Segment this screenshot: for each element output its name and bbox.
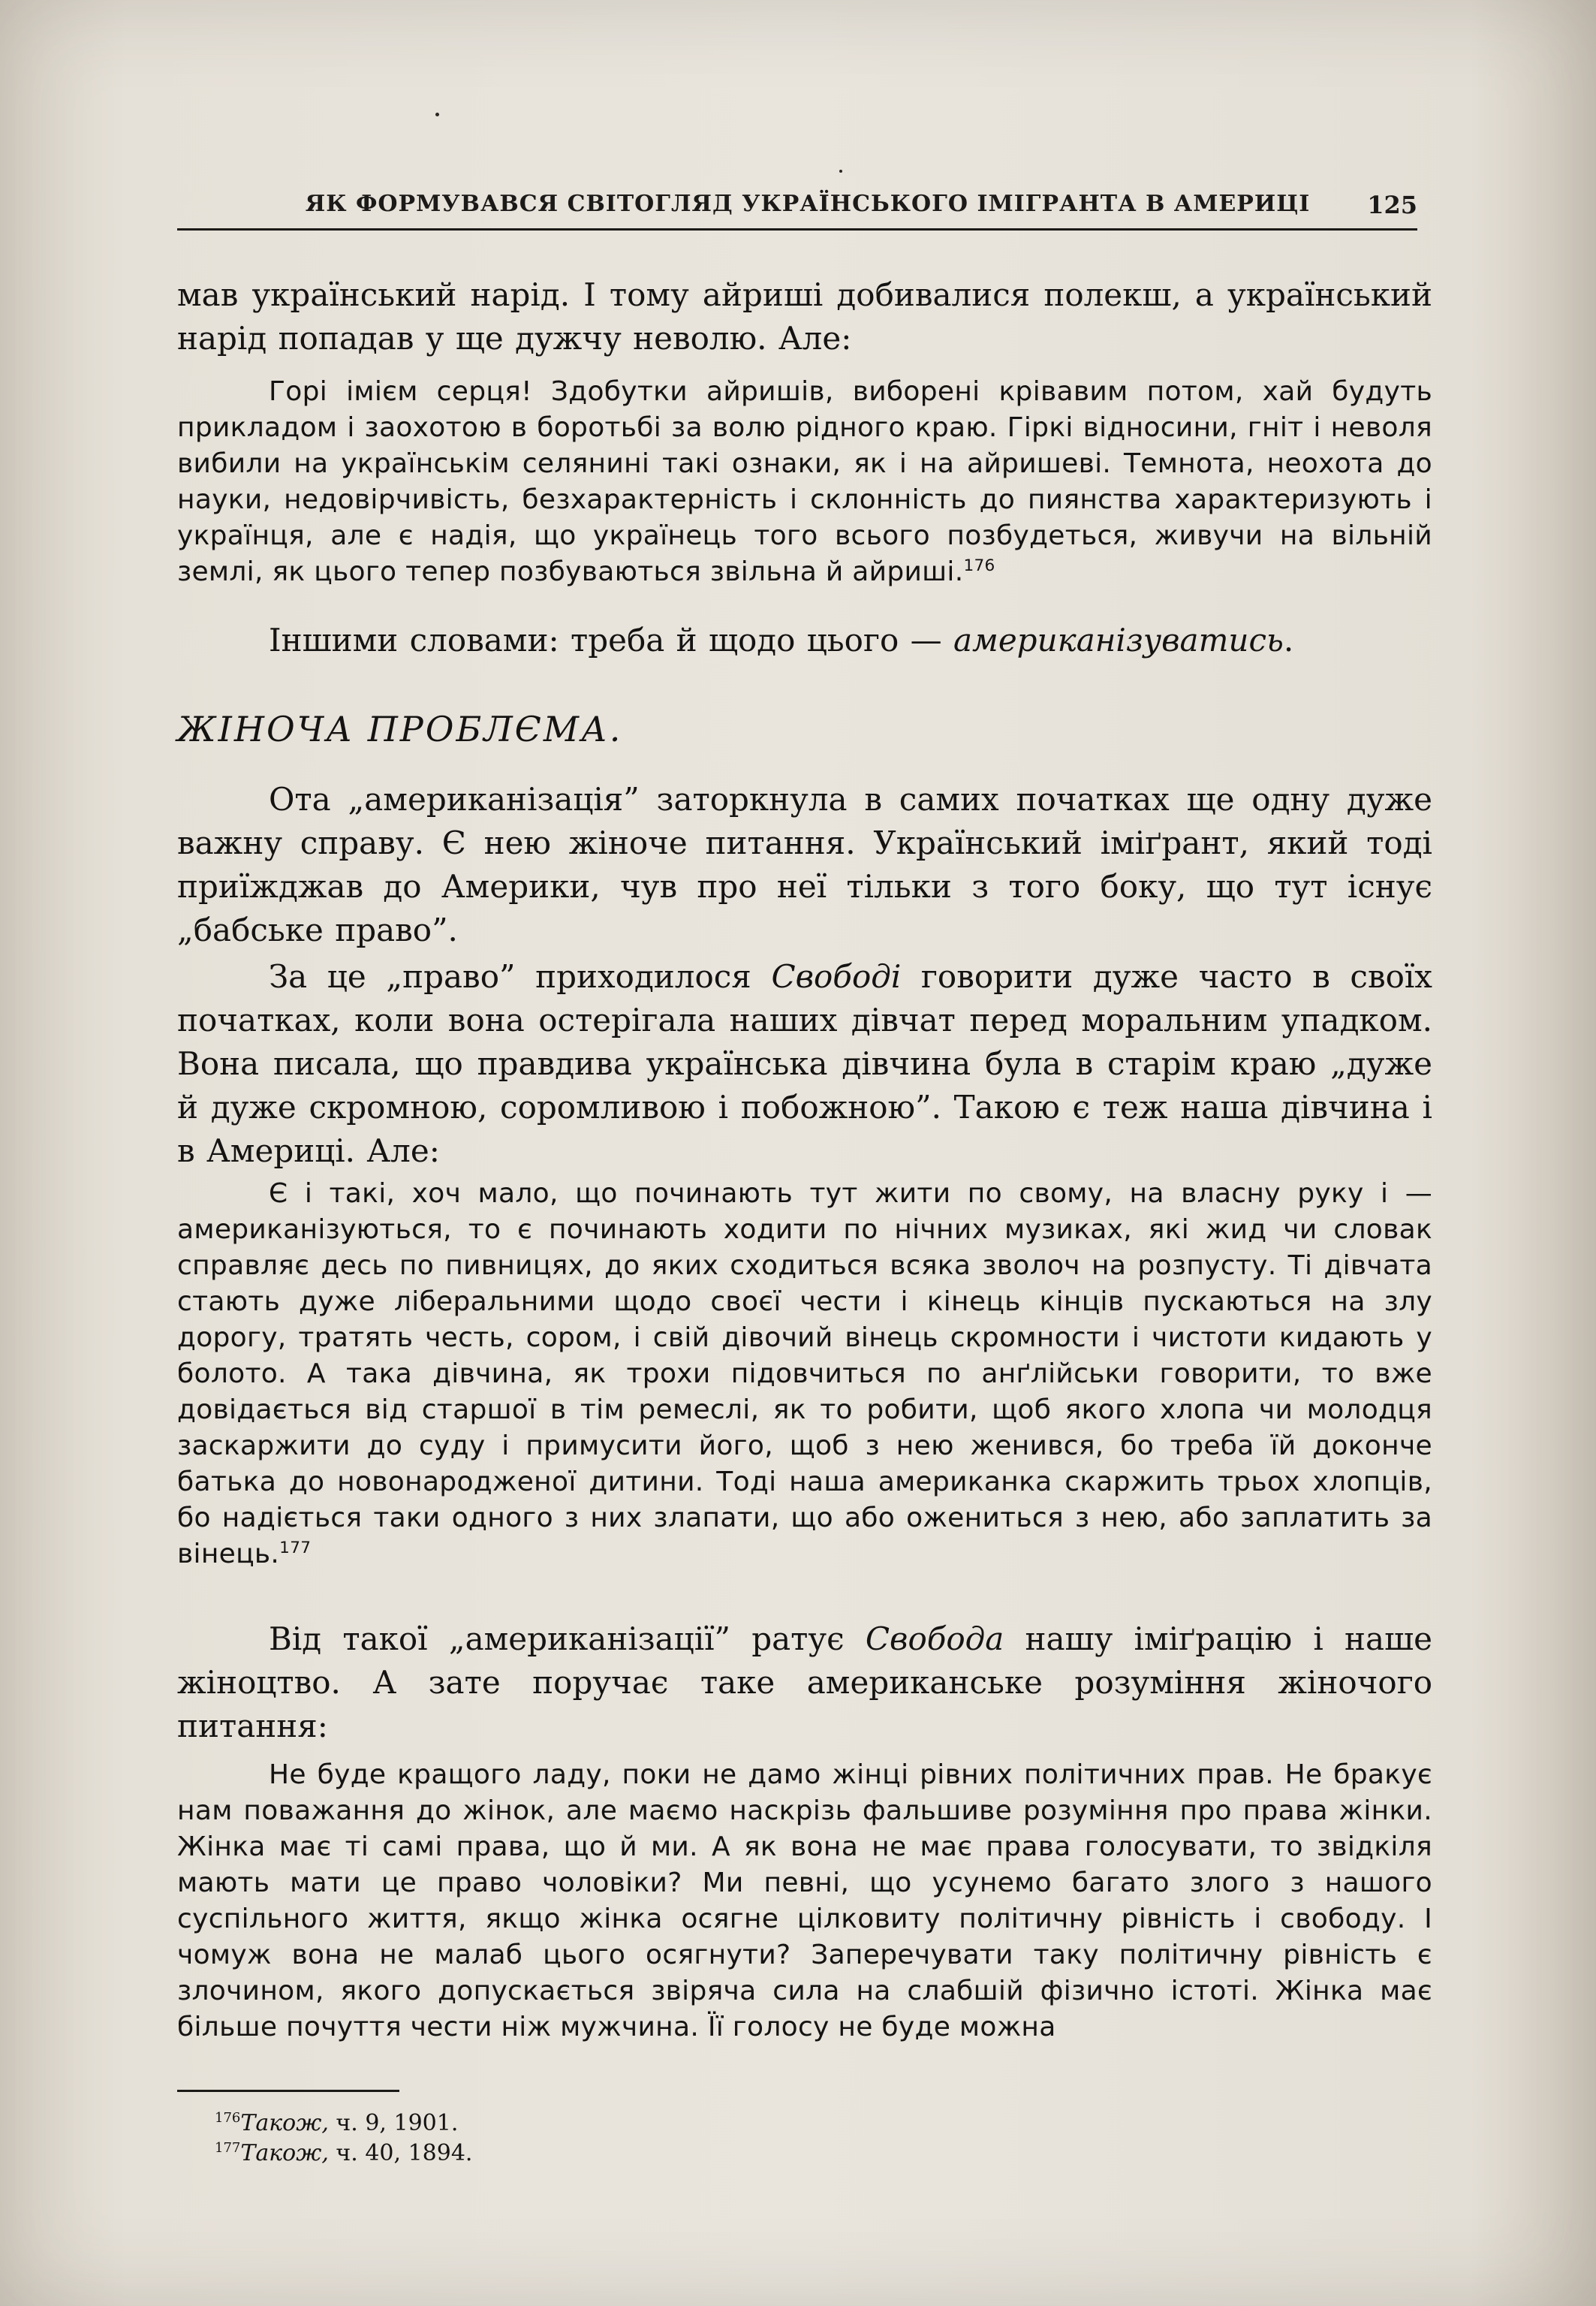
paragraph-4-emphasis: Свободі — [771, 958, 902, 995]
quote-2 — [177, 1176, 1432, 1572]
paragraph-5-block — [177, 1617, 1432, 1748]
footnote-number: 177 — [215, 2140, 241, 2156]
footnote-ref-177: 177 — [279, 1539, 312, 1557]
footnote-rule — [177, 2090, 399, 2092]
footnote-177 — [215, 2139, 890, 2169]
paragraph-3-block — [177, 778, 1432, 952]
quote-1-text: Горі імієм серця! Здобутки айришів, виборені крівавим потом, хай будуть прикладом і заохотою в боротьбі за волю рідного краю. Гіркі відносини, гніт і неволя вибили на українськім селянині такі ознаки, як і на айришеві. Темнота, неохота до науки, недовірчивість, безхарактерність і склонність до пиянства характеризують і українця, але є надія, що українець того всього позбудеться, живучи на вільній землі, як цього тепер позбуваються звільна й айриші. — [177, 376, 1432, 587]
footnotes — [215, 2109, 890, 2169]
paragraph-5 — [177, 1617, 1432, 1748]
footnote-source: Також, — [240, 2110, 329, 2136]
section-heading-block — [177, 709, 1432, 749]
paragraph-5-text-b: нашу іміґрацію і наше жіноцтво. А зате поручає таке американське розуміння жіночого питання: — [177, 1620, 1432, 1744]
quote-3: Не буде кращого ладу, поки не дамо жінці рівних політичних прав. Не бракує нам поважання до жінок, але маємо наскрізь фальшиве розуміння про права жінки. Жінка має ті самі права, що й ми. А як вона не має права голосувати, то звідкіля мають мати це право чоловіки? Ми певні, що усунемо багато злого з нашого суспільного життя, якщо жінка осягне цілковиту політичну рівність і свободу. І чомуж вона не малаб цього осягнути? Заперечувати таку політичну рівність є злочином, якого допускається звіряча сила на слабшій фізично істоті. Жінка має більше почуття чести ніж мужчина. Її голосу не буде можна — [177, 1759, 1432, 2042]
paragraph-2-block — [177, 619, 1432, 662]
paragraph-3: Ота „американізація” заторкнула в самих початках ще одну дуже важну справу. Є нею жіноче питання. Український іміґрант, який тоді приїжджав до Америки, чув про неї тільки з того боку, що тут існує „бабське право”. — [177, 781, 1432, 948]
paragraph-5-emphasis: Свобода — [865, 1620, 1004, 1657]
paragraph-5-text-a: Від такої „американізації” ратує — [269, 1620, 866, 1657]
paragraph-2-end: . — [1283, 622, 1294, 659]
footnote-source: Також, — [240, 2140, 329, 2166]
footnote-number: 176 — [215, 2110, 241, 2126]
quote-2-block — [177, 1176, 1432, 1572]
footnote-detail: ч. 9, 1901. — [328, 2110, 459, 2136]
quote-3-block — [177, 1757, 1432, 2045]
paragraph-4-text-a: За це „право” приходилося — [269, 958, 772, 995]
paragraph-1-block — [177, 273, 1432, 360]
footnote-176 — [215, 2109, 890, 2139]
quote-2-text: Є і такі, хоч мало, що починають тут жити по свому, на власну руку і — американізуються, то є починають ходити по нічних музиках, які жид чи словак справляє десь по пивницях, до яких сходиться всяка зволоч на розпусту. Ті дівчата стають дуже ліберальними щодо своєї чести і кінець кінців пускаються на злу дорогу, тратять честь, сором, і свій дівочий вінець скромности і чистоти кидають у болото. А така дівчина, як трохи підовчиться по анґлійськи говорити, то вже довідається від старшої в тім ремеслі, як то робити, щоб якого хлопа чи молодця заскаржити до суду і примусити його, щоб з нею женився, бо треба їй доконче батька до новонародженої дитини. Тоді наша американка скаржить трьох хлопців, бо надіється таки одного з них злапати, що або ожениться з нею, або заплатить за вінець. — [177, 1178, 1432, 1569]
quote-1-block — [177, 374, 1432, 590]
paragraph-1: мав український нарід. І тому айриші добивалися полекш, а український нарід попадав у ще дужчу неволю. Але: — [177, 276, 1432, 357]
paragraph-4-block — [177, 955, 1432, 1173]
paragraph-2-emphasis: американізуватись — [953, 622, 1284, 659]
paragraph-2-text: Іншими словами: треба й щодо цього — — [269, 622, 953, 659]
footnote-ref-176: 176 — [963, 556, 995, 575]
running-title: ЯК ФОРМУВАВСЯ СВІТОГЛЯД УКРАЇНСЬКОГО ІМІГРАНТА В АМЕРИЦІ — [305, 191, 1311, 217]
ink-speck — [435, 113, 439, 116]
running-header — [177, 186, 1417, 231]
quote-1 — [177, 374, 1432, 590]
paragraph-2 — [177, 619, 1432, 662]
page-number: 125 — [1367, 191, 1417, 219]
paragraph-4 — [177, 955, 1432, 1173]
ink-speck — [839, 170, 842, 173]
section-heading: ЖІНОЧА ПРОБЛЄМА. — [177, 709, 623, 749]
paragraph-4-text-b: говорити дуже часто в своїх початках, коли вона остерігала наших дівчат перед моральним упадком. Вона писала, що правдива українська дівчина була в старім краю „дуже й дуже скромною, соромливою і побожною”. Такою є теж наша дівчина і в Америці. Але: — [177, 958, 1432, 1169]
footnote-detail: ч. 40, 1894. — [328, 2140, 473, 2166]
